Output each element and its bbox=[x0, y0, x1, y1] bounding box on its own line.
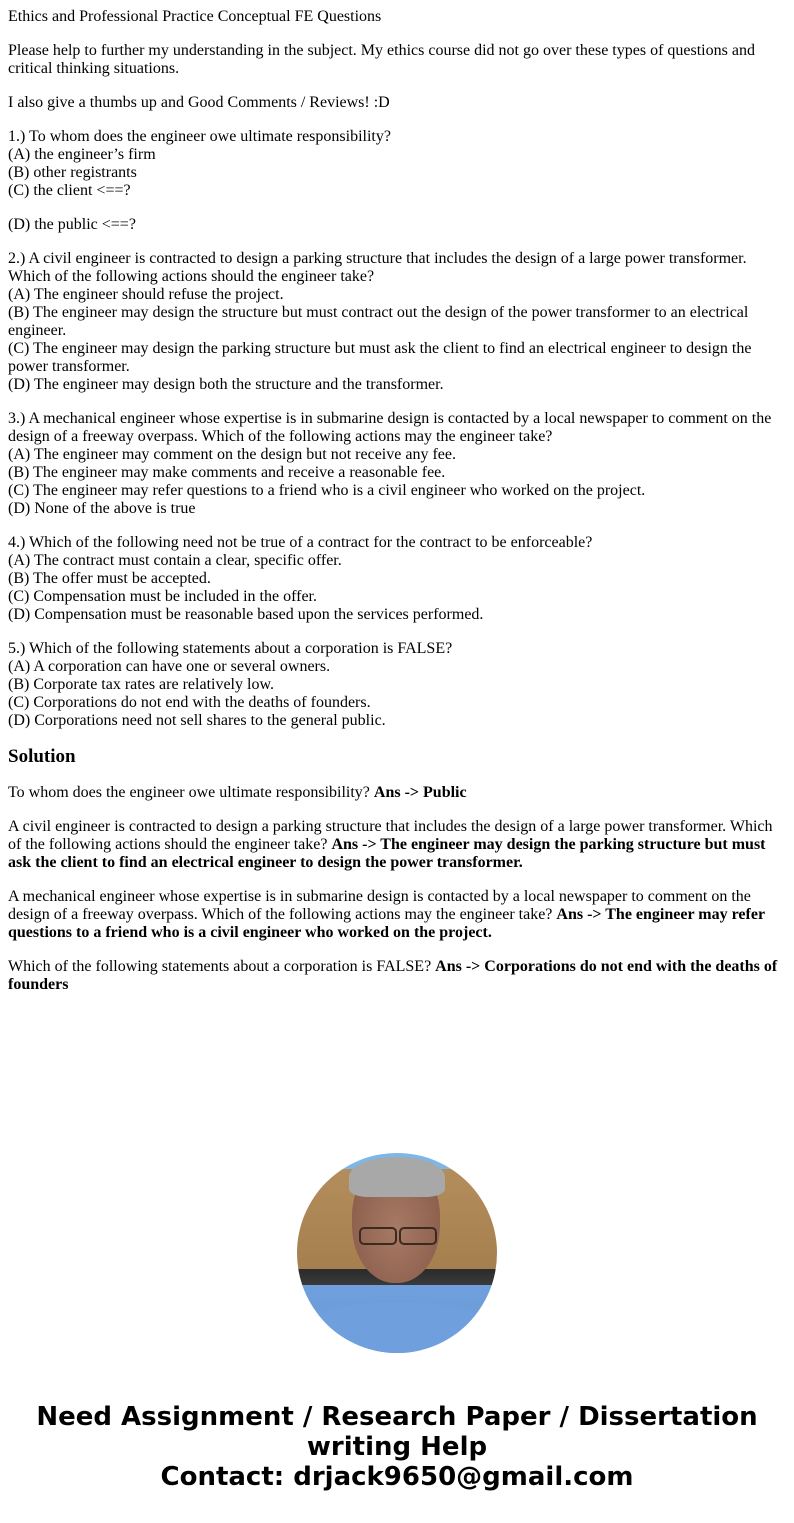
q2-option-b: (B) The engineer may design the structure but must contract out the design of the power transformer to an electrical engineer. bbox=[8, 304, 749, 339]
avatar bbox=[297, 1153, 497, 1353]
q1-option-a: (A) the engineer’s firm bbox=[8, 146, 156, 163]
solution-answer-2 bbox=[8, 818, 786, 872]
question-title: Ethics and Professional Practice Conceptual FE Questions bbox=[8, 8, 382, 25]
promo-banner bbox=[0, 1402, 794, 1492]
question-intro: Please help to further my understanding in the subject. My ethics course did not go over these types of questions and critical thinking situations. bbox=[8, 42, 755, 77]
q3-option-c: (C) The engineer may refer questions to a friend who is a civil engineer who worked on the project. bbox=[8, 482, 646, 499]
q5-option-c: (C) Corporations do not end with the deaths of founders. bbox=[8, 694, 371, 711]
avatar-hair bbox=[349, 1157, 445, 1197]
document-body bbox=[8, 8, 786, 1010]
solution-answer-3 bbox=[8, 888, 786, 942]
promo-contact: Contact: drjack9650@gmail.com bbox=[160, 1462, 634, 1492]
answer-1-value: Ans -> Public bbox=[373, 784, 467, 801]
q4-option-c: (C) Compensation must be included in the offer. bbox=[8, 588, 317, 605]
solution-answer-1 bbox=[8, 784, 786, 802]
q3-option-d: (D) None of the above is true bbox=[8, 500, 196, 517]
q1-stem: 1.) To whom does the engineer owe ultimate responsibility? bbox=[8, 128, 391, 145]
promo-line-2: writing Help bbox=[306, 1432, 488, 1462]
q4-stem: 4.) Which of the following need not be true of a contract for the contract to be enforceable? bbox=[8, 534, 593, 551]
answer-1-question: To whom does the engineer owe ultimate responsibility? bbox=[8, 784, 374, 801]
q2-stem: 2.) A civil engineer is contracted to design a parking structure that includes the design of a large power transformer. Which of the following actions should the engineer take? bbox=[8, 250, 747, 285]
q3-stem: 3.) A mechanical engineer whose expertise is in submarine design is contacted by a local newspaper to comment on the design of a freeway overpass. Which of the following actions may the engineer take? bbox=[8, 410, 772, 445]
question-1 bbox=[8, 128, 786, 200]
q3-option-b: (B) The engineer may make comments and receive a reasonable fee. bbox=[8, 464, 446, 481]
solution-heading: Solution bbox=[8, 746, 76, 767]
glasses-icon bbox=[357, 1227, 437, 1243]
q4-option-d: (D) Compensation must be reasonable based upon the services performed. bbox=[8, 606, 484, 623]
q5-stem: 5.) Which of the following statements about a corporation is FALSE? bbox=[8, 640, 453, 657]
answer-2-question: A civil engineer is contracted to design a parking structure that includes the design of a large power transformer. Which of the following actions should the engineer take? bbox=[8, 818, 773, 853]
q5-option-b: (B) Corporate tax rates are relatively low. bbox=[8, 676, 274, 693]
answer-3-value: Ans -> The engineer may refer questions to a friend who is a civil engineer who worked on the project. bbox=[8, 906, 765, 941]
q2-option-a: (A) The engineer should refuse the project. bbox=[8, 286, 284, 303]
q2-option-d: (D) The engineer may design both the structure and the transformer. bbox=[8, 376, 444, 393]
q2-option-c: (C) The engineer may design the parking structure but must ask the client to find an electrical engineer to design the power transformer. bbox=[8, 340, 752, 375]
q4-option-a: (A) The contract must contain a clear, specific offer. bbox=[8, 552, 342, 569]
answer-2-value: Ans -> The engineer may design the parking structure but must ask the client to find an electrical engineer to design the power transformer. bbox=[8, 836, 766, 871]
question-5 bbox=[8, 640, 786, 730]
promo-line-1: Need Assignment / Research Paper / Dissertation bbox=[36, 1402, 758, 1432]
q4-option-b: (B) The offer must be accepted. bbox=[8, 570, 211, 587]
q1-option-c: (C) the client <==? bbox=[8, 182, 131, 199]
question-4 bbox=[8, 534, 786, 624]
question-note: I also give a thumbs up and Good Comments / Reviews! :D bbox=[8, 94, 390, 111]
answer-3-question: A mechanical engineer whose expertise is in submarine design is contacted by a local newspaper to comment on the design of a freeway overpass. Which of the following actions may the engineer take? bbox=[8, 888, 751, 923]
question-3 bbox=[8, 410, 786, 518]
answer-4-value: Ans -> Corporations do not end with the deaths of founders bbox=[8, 958, 778, 993]
q5-option-a: (A) A corporation can have one or several owners. bbox=[8, 658, 331, 675]
q1-option-b: (B) other registrants bbox=[8, 164, 137, 181]
question-2 bbox=[8, 250, 786, 394]
avatar-shirt bbox=[307, 1303, 487, 1353]
answer-4-question: Which of the following statements about a corporation is FALSE? bbox=[8, 958, 436, 975]
q1-option-d: (D) the public <==? bbox=[8, 216, 136, 233]
q5-option-d: (D) Corporations need not sell shares to the general public. bbox=[8, 712, 386, 729]
q3-option-a: (A) The engineer may comment on the design but not receive any fee. bbox=[8, 446, 456, 463]
solution-answer-4 bbox=[8, 958, 786, 994]
